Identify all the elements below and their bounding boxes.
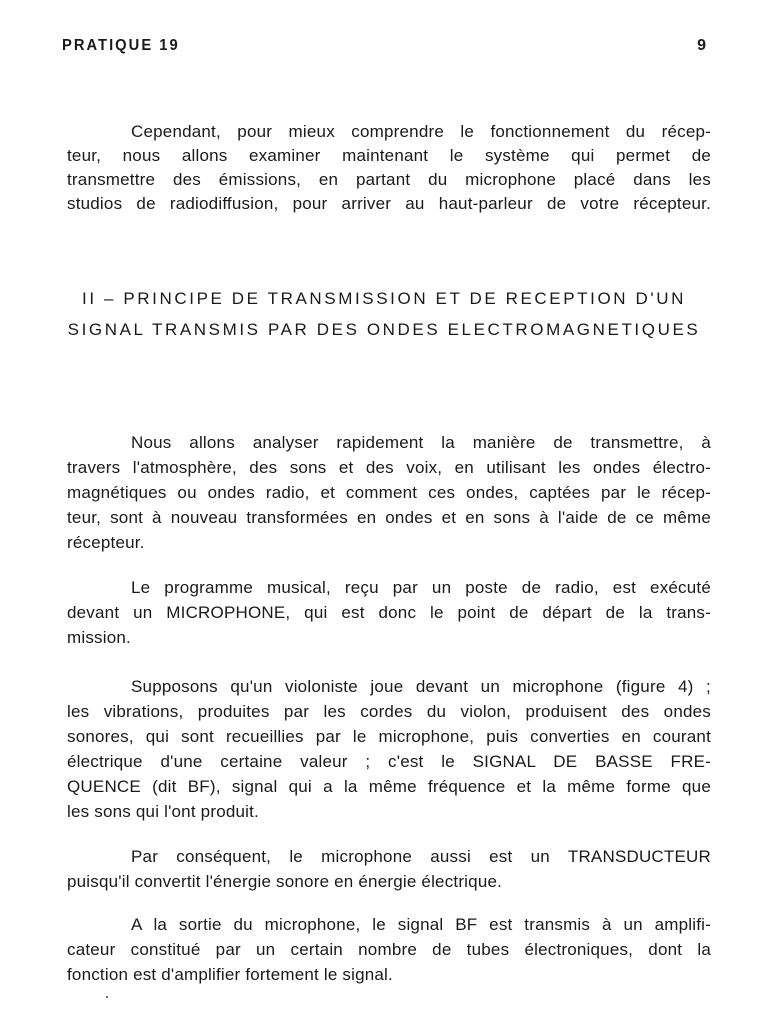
text-line: sonores, qui sont recueillies par le microphone, puis converties en courant [67, 727, 711, 746]
heading-line: SIGNAL TRANSMIS PAR DES ONDES ELECTROMAGNETIQUES [67, 320, 701, 339]
text-line: A la sortie du microphone, le signal BF est transmis à un amplifi- [131, 915, 711, 934]
text-line: Supposons qu'un violoniste joue devant un microphone (figure 4) ; [131, 677, 711, 696]
text-line: récepteur. [67, 533, 145, 552]
text-line: fonction est d'amplifier fortement le signal. [67, 965, 393, 984]
text-line: les sons qui l'ont produit. [67, 802, 259, 821]
text-line: devant un MICROPHONE, qui est donc le point de départ de la trans- [67, 603, 711, 622]
text-line: Cependant, pour mieux comprendre le fonctionnement du récep- [131, 122, 711, 141]
text-line: cateur constitué par un certain nombre de tubes électroniques, dont la [67, 940, 711, 959]
text-line: mission. [67, 628, 131, 647]
text-line: travers l'atmosphère, des sons et des voix, en utilisant les ondes électro- [67, 458, 711, 477]
text-line: électrique d'une certaine valeur ; c'est le SIGNAL DE BASSE FRE- [67, 752, 711, 771]
text-line: studios de radiodiffusion, pour arriver au haut-parleur de votre récepteur. [67, 194, 711, 213]
running-title: PRATIQUE 19 [62, 37, 180, 54]
text-line: transmettre des émissions, en partant du microphone placé dans les [67, 170, 711, 189]
text-line: Nous allons analyser rapidement la manière de transmettre, à [131, 433, 711, 452]
text-line: Par conséquent, le microphone aussi est un TRANSDUCTEUR [131, 847, 711, 866]
scan-speck [106, 996, 108, 998]
text-line: teur, sont à nouveau transformées en ondes et en sons à l'aide de ce même [67, 508, 711, 527]
text-line: teur, nous allons examiner maintenant le système qui permet de [67, 146, 711, 165]
text-line: les vibrations, produites par les cordes du violon, produisent des ondes [67, 702, 711, 721]
text-line: magnétiques ou ondes radio, et comment ces ondes, captées par le récep- [67, 483, 711, 502]
text-line: puisqu'il convertit l'énergie sonore en énergie électrique. [67, 872, 503, 891]
text-line: QUENCE (dit BF), signal qui a la même fréquence et la même forme que [67, 777, 711, 796]
heading-line: II – PRINCIPE DE TRANSMISSION ET DE RECEPTION D'UN [82, 289, 686, 308]
page-number: 9 [697, 37, 706, 54]
text-line: Le programme musical, reçu par un poste de radio, est exécuté [131, 578, 711, 597]
